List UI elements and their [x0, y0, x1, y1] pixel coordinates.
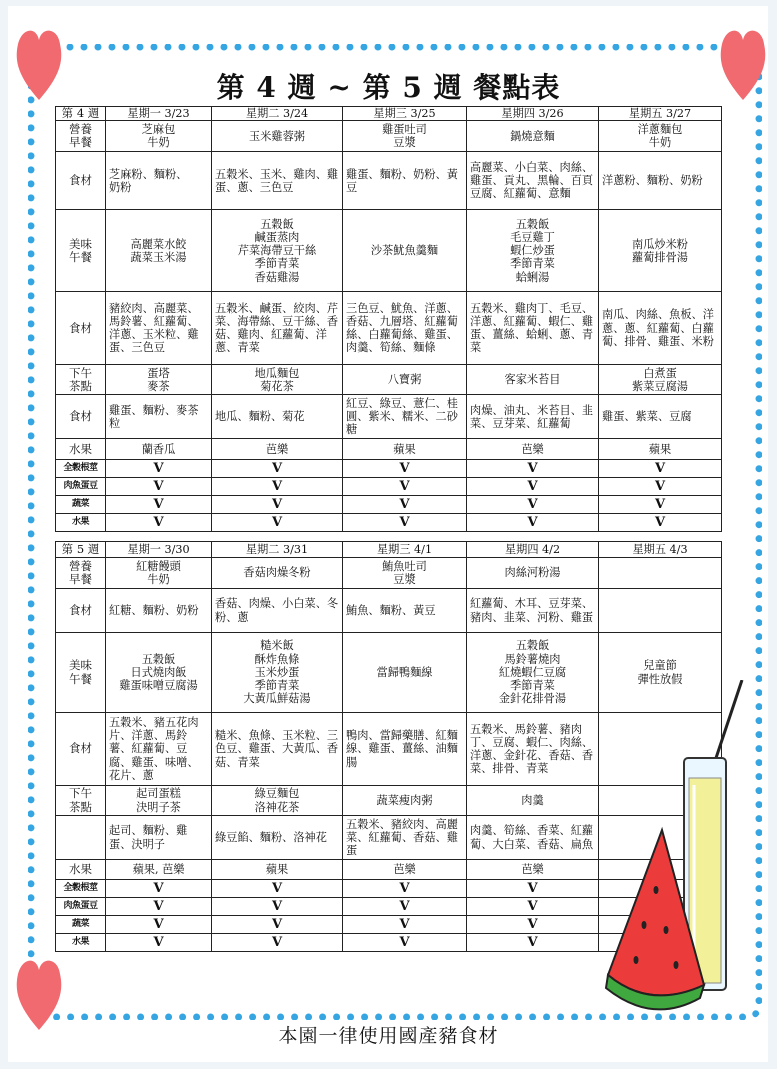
check-mark: V — [106, 916, 212, 934]
lunch-cell: 兒童節 彈性放假 — [599, 633, 722, 713]
check-mark: V — [106, 496, 212, 514]
heart-decoration-bottom-left-icon — [14, 950, 64, 1032]
ingredients-cell: 南瓜、肉絲、魚板、洋蔥、蔥、紅蘿蔔、白蘿蔔、排骨、雞蛋、米粉 — [599, 292, 722, 365]
ingredients-cell: 肉燥、油丸、米苔目、韭菜、豆芽菜、紅蘿蔔 — [467, 395, 599, 439]
snack-cell: 蔬菜瘦肉粥 — [343, 786, 467, 816]
day-header: 星期五 3/27 — [599, 107, 722, 121]
check-mark: V — [599, 460, 722, 478]
check-mark: V — [212, 880, 343, 898]
check-mark: V — [212, 514, 343, 532]
page-title: 第 4 週 ~ 第 5 週 餐點表 — [216, 71, 561, 104]
check-mark: V — [343, 514, 467, 532]
check-mark: V — [343, 478, 467, 496]
week4-menu-table — [55, 106, 722, 532]
lunch-cell: 高麗菜水餃 蔬菜玉米湯 — [106, 210, 212, 292]
snack-label: 下午 茶點 — [56, 365, 106, 395]
table-row-breakfast — [56, 558, 722, 589]
check-mark: V — [106, 460, 212, 478]
table-row-lunch — [56, 210, 722, 292]
ingredients-cell: 三色豆、魷魚、洋蔥、香菇、九層塔、紅蘿蔔絲、白蘿蔔絲、雞蛋、肉羹、筍絲、麵條 — [343, 292, 467, 365]
ingredients-cell: 肉羹、筍絲、香菜、紅蘿蔔、大白菜、香菇、扁魚 — [467, 816, 599, 860]
check-mark: V — [106, 898, 212, 916]
category-label-fruit: 水果 — [56, 514, 106, 532]
ingredients-label: 食材 — [56, 152, 106, 210]
fruit-cell: 蘋果 — [212, 860, 343, 880]
day-header: 星期二 3/31 — [212, 542, 343, 558]
ingredients-cell: 紅糖、麵粉、奶粉 — [106, 589, 212, 633]
table-row-lunch-ingredients — [56, 292, 722, 365]
ingredients-cell: 糙米、魚條、玉米粒、三色豆、雞蛋、大黃瓜、香菇、青菜 — [212, 713, 343, 786]
snack-cell: 白煮蛋 紫菜豆腐湯 — [599, 365, 722, 395]
breakfast-label: 營養 早餐 — [56, 121, 106, 152]
ingredients-cell: 紅豆、綠豆、薏仁、桂圓、紫米、糯米、二砂糖 — [343, 395, 467, 439]
snack-cell: 八寶粥 — [343, 365, 467, 395]
check-mark: V — [106, 880, 212, 898]
snack-cell: 綠豆麵包 洛神花茶 — [212, 786, 343, 816]
category-label-fruit: 水果 — [56, 934, 106, 952]
breakfast-cell — [599, 558, 722, 589]
lunch-label: 美味 午餐 — [56, 633, 106, 713]
breakfast-cell: 鍋燒意麵 — [467, 121, 599, 152]
day-header: 星期二 3/24 — [212, 107, 343, 121]
check-mark: V — [467, 460, 599, 478]
table-row-snack-ingredients — [56, 395, 722, 439]
ingredients-cell: 紅蘿蔔、木耳、豆芽菜、豬肉、韭菜、河粉、雞蛋 — [467, 589, 599, 633]
ingredients-cell: 高麗菜、小白菜、肉絲、雞蛋、貢丸、黑輪、百頁豆腐、紅蘿蔔、意麵 — [467, 152, 599, 210]
day-header: 星期一 3/23 — [106, 107, 212, 121]
ingredients-cell: 雞蛋、紫菜、豆腐 — [599, 395, 722, 439]
check-mark: V — [343, 898, 467, 916]
table-row-breakfast-ingredients — [56, 152, 722, 210]
ingredients-cell: 五穀米、豬絞肉、高麗菜、紅蘿蔔、香菇、雞蛋 — [343, 816, 467, 860]
check-mark: V — [343, 460, 467, 478]
snack-cell: 蛋塔 麥茶 — [106, 365, 212, 395]
fruit-cell: 芭樂 — [467, 860, 599, 880]
ingredients-cell — [599, 589, 722, 633]
check-mark: V — [343, 916, 467, 934]
ingredients-cell: 豬絞肉、高麗菜、馬鈴薯、紅蘿蔔、洋蔥、玉米粒、雞蛋、三色豆 — [106, 292, 212, 365]
ingredients-cell: 芝麻粉、麵粉、 奶粉 — [106, 152, 212, 210]
check-mark: V — [467, 880, 599, 898]
breakfast-label: 營養 早餐 — [56, 558, 106, 589]
table-row-days — [56, 542, 722, 558]
table-row-snack — [56, 365, 722, 395]
breakfast-cell: 芝麻包 牛奶 — [106, 121, 212, 152]
table-row-days — [56, 107, 722, 121]
check-mark: V — [106, 478, 212, 496]
ingredients-cell: 香菇、肉燥、小白菜、冬粉、蔥 — [212, 589, 343, 633]
check-mark: V — [467, 496, 599, 514]
lunch-cell: 五穀飯 馬鈴薯燒肉 紅燒蝦仁豆腐 季節青菜 金針花排骨湯 — [467, 633, 599, 713]
table-row-breakfast-ingredients — [56, 589, 722, 633]
ingredients-cell: 起司、麵粉、雞蛋、決明子 — [106, 816, 212, 860]
check-mark: V — [343, 496, 467, 514]
category-label-veg: 蔬菜 — [56, 496, 106, 514]
check-mark: V — [106, 514, 212, 532]
ingredients-cell: 五穀米、豬五花肉片、洋蔥、馬鈴薯、紅蘿蔔、豆腐、雞蛋、味噌、花片、蔥 — [106, 713, 212, 786]
category-label-protein: 肉魚蛋豆 — [56, 898, 106, 916]
table-row-fruit — [56, 439, 722, 460]
day-header: 星期五 4/3 — [599, 542, 722, 558]
breakfast-cell: 洋蔥麵包 牛奶 — [599, 121, 722, 152]
check-mark: V — [599, 514, 722, 532]
ingredients-label: 食材 — [56, 292, 106, 365]
day-header: 星期一 3/30 — [106, 542, 212, 558]
week-label: 第 5 週 — [56, 542, 106, 558]
ingredients-label: 食材 — [56, 713, 106, 786]
table-row-breakfast — [56, 121, 722, 152]
breakfast-cell: 雞蛋吐司 豆漿 — [343, 121, 467, 152]
footer-note: 本園一律使用國產豬食材 — [278, 1025, 499, 1047]
fruit-cell: 蘭香瓜 — [106, 439, 212, 460]
lunch-cell: 五穀飯 日式燒肉飯 雞蛋味噌豆腐湯 — [106, 633, 212, 713]
lunch-cell: 五穀飯 毛豆雞丁 蝦仁炒蛋 季節青菜 蛤蜊湯 — [467, 210, 599, 292]
check-mark: V — [599, 478, 722, 496]
table-row-veg-check — [56, 496, 722, 514]
check-mark: V — [212, 934, 343, 952]
lunch-cell: 南瓜炒米粉 蘿蔔排骨湯 — [599, 210, 722, 292]
lunch-cell: 糙米飯 酥炸魚條 玉米炒蛋 季節青菜 大黃瓜鮮菇湯 — [212, 633, 343, 713]
ingredients-cell: 五穀米、鹹蛋、絞肉、芹菜、海帶絲、豆干絲、香菇、雞肉、紅蘿蔔、洋蔥、青菜 — [212, 292, 343, 365]
ingredients-cell: 鴨肉、當歸藥膳、紅麵線、雞蛋、薑絲、油麵腸 — [343, 713, 467, 786]
breakfast-cell: 玉米雞蓉粥 — [212, 121, 343, 152]
fruit-cell: 芭樂 — [212, 439, 343, 460]
breakfast-cell: 紅糖饅頭 牛奶 — [106, 558, 212, 589]
fruit-label: 水果 — [56, 439, 106, 460]
snack-label: 下午 茶點 — [56, 786, 106, 816]
ingredients-label: 食材 — [56, 589, 106, 633]
ingredients-cell: 洋蔥粉、麵粉、奶粉 — [599, 152, 722, 210]
fruit-cell: 芭樂 — [343, 860, 467, 880]
day-header: 星期四 3/26 — [467, 107, 599, 121]
check-mark: V — [212, 916, 343, 934]
category-label-protein: 肉魚蛋豆 — [56, 478, 106, 496]
check-mark: V — [599, 496, 722, 514]
check-mark: V — [467, 514, 599, 532]
lunch-cell: 當歸鴨麵線 — [343, 633, 467, 713]
check-mark: V — [212, 478, 343, 496]
check-mark: V — [212, 898, 343, 916]
ingredients-label — [56, 816, 106, 860]
check-mark: V — [212, 460, 343, 478]
check-mark: V — [467, 478, 599, 496]
ingredients-cell: 地瓜、麵粉、菊花 — [212, 395, 343, 439]
ingredients-cell: 雞蛋、麵粉、奶粉、黃豆 — [343, 152, 467, 210]
check-mark: V — [467, 916, 599, 934]
category-label-grain: 全穀根莖 — [56, 880, 106, 898]
day-header: 星期三 3/25 — [343, 107, 467, 121]
ingredients-cell: 五穀米、雞肉丁、毛豆、洋蔥、紅蘿蔔、蝦仁、雞蛋、薑絲、蛤蜊、蔥、青菜 — [467, 292, 599, 365]
breakfast-cell: 肉絲河粉湯 — [467, 558, 599, 589]
fruit-label: 水果 — [56, 860, 106, 880]
fruit-cell: 蘋果 — [343, 439, 467, 460]
check-mark: V — [106, 934, 212, 952]
day-header: 星期四 4/2 — [467, 542, 599, 558]
table-row-fruit-check — [56, 514, 722, 532]
check-mark: V — [467, 934, 599, 952]
table-row-protein-check — [56, 478, 722, 496]
category-label-grain: 全穀根莖 — [56, 460, 106, 478]
ingredients-cell: 五穀米、玉米、雞肉、雞蛋、蔥、三色豆 — [212, 152, 343, 210]
ingredients-cell: 五穀米、馬鈴薯、豬肉丁、豆腐、蝦仁、肉絲、洋蔥、金針花、香菇、香菜、排骨、青菜 — [467, 713, 599, 786]
check-mark: V — [343, 880, 467, 898]
lunch-cell: 五穀飯 鹹蛋蒸肉 芹菜海帶豆干絲 季節青菜 香菇雞湯 — [212, 210, 343, 292]
ingredients-label: 食材 — [56, 395, 106, 439]
watermelon-drink-illustration-icon — [600, 680, 770, 1020]
snack-cell: 地瓜麵包 菊花茶 — [212, 365, 343, 395]
snack-cell: 客家米苔目 — [467, 365, 599, 395]
ingredients-cell: 雞蛋、麵粉、麥茶粒 — [106, 395, 212, 439]
category-label-veg: 蔬菜 — [56, 916, 106, 934]
fruit-cell: 蘋果, 芭樂 — [106, 860, 212, 880]
table-row-grain-check — [56, 460, 722, 478]
snack-cell: 起司蛋糕 決明子茶 — [106, 786, 212, 816]
fruit-cell: 芭樂 — [467, 439, 599, 460]
snack-cell: 肉羹 — [467, 786, 599, 816]
check-mark: V — [343, 934, 467, 952]
fruit-cell: 蘋果 — [599, 439, 722, 460]
check-mark: V — [467, 898, 599, 916]
day-header: 星期三 4/1 — [343, 542, 467, 558]
check-mark: V — [212, 496, 343, 514]
breakfast-cell: 香菇肉燥冬粉 — [212, 558, 343, 589]
ingredients-cell: 鮪魚、麵粉、黃豆 — [343, 589, 467, 633]
lunch-cell: 沙茶魷魚羹麵 — [343, 210, 467, 292]
lunch-label: 美味 午餐 — [56, 210, 106, 292]
ingredients-cell: 綠豆餡、麵粉、洛神花 — [212, 816, 343, 860]
breakfast-cell: 鮪魚吐司 豆漿 — [343, 558, 467, 589]
week-label: 第 4 週 — [56, 107, 106, 121]
